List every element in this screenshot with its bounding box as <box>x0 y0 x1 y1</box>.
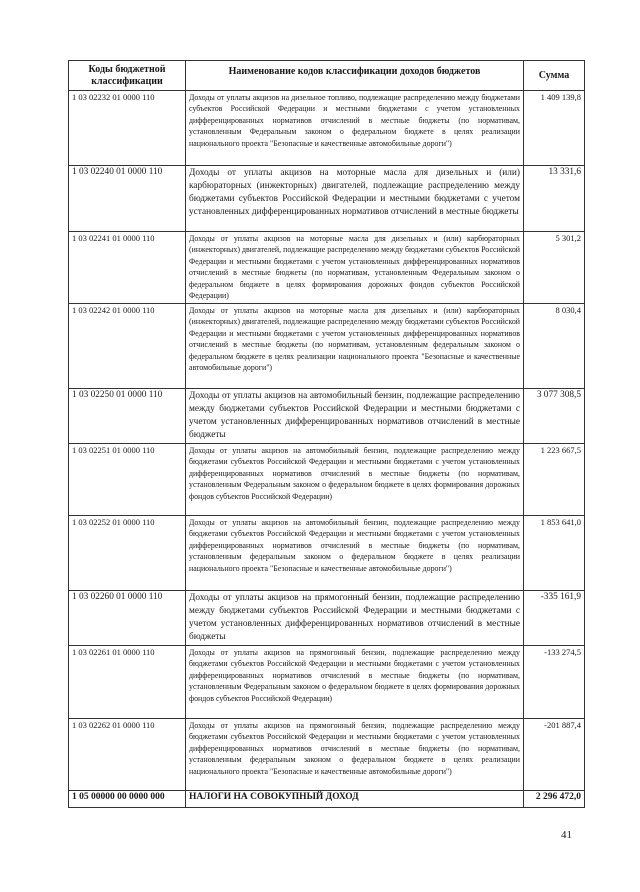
row-code: 1 03 02240 01 0000 110 <box>69 166 186 232</box>
row-amount: -133 274,5 <box>524 646 585 719</box>
row-name: Доходы от уплаты акцизов на прямогонный бензин, подлежащие распределению между бюджетами субъектов Российской Федерации и местными бюджетами с учетом установленных дифференцированных нормативов отчислений в местные бюджеты <box>186 591 524 646</box>
row-amount: 3 077 308,5 <box>524 389 585 444</box>
row-name: Доходы от уплаты акцизов на прямогонный бензин, подлежащие распределению между бюджетами субъектов Российской Федерации и местными бюджетами с учетом установленных дифференцированных нормативов отчислений в местные бюджеты (по нормативам, установленным федеральным законом о федеральном бюджете в целях реализации национального проекта "Безопасные и качественные автомобильные дороги") <box>186 719 524 791</box>
table-row <box>69 646 585 719</box>
table-row <box>69 166 585 232</box>
header-name: Наименование кодов классификации доходов бюджетов <box>186 61 524 91</box>
total-code: 1 05 00000 00 0000 000 <box>69 791 186 808</box>
row-code: 1 03 02242 01 0000 110 <box>69 304 186 389</box>
row-name: Доходы от уплаты акцизов на автомобильный бензин, подлежащие распределению между бюджетами субъектов Российской Федерации и местными бюджетами с учетом установленных дифференцированных нормативов отчислений в местные бюджеты (по нормативам, установленным федеральным законом о федеральном бюджете в целях реализации национального проекта "Безопасные и качественные автомобильные дороги") <box>186 516 524 591</box>
row-amount: -335 161,9 <box>524 591 585 646</box>
row-code: 1 03 02252 01 0000 110 <box>69 516 186 591</box>
table-row <box>69 389 585 444</box>
row-name: Доходы от уплаты акцизов на прямогонный бензин, подлежащие распределению между бюджетами субъектов Российской Федерации и местными бюджетами с учетом установленных дифференцированных нормативов отчислений в местные бюджеты (по нормативам, установленным Федеральным законом о федеральном бюджете в целях формирования дорожных фондов субъектов Российской Федерации) <box>186 646 524 719</box>
header-codes: Коды бюджетной классификации <box>69 61 186 91</box>
row-name: Доходы от уплаты акцизов на автомобильный бензин, подлежащие распределению между бюджетами субъектов Российской Федерации и местными бюджетами с учетом установленных дифференцированных нормативов отчислений в местные бюджеты <box>186 389 524 444</box>
row-code: 1 03 02260 01 0000 110 <box>69 591 186 646</box>
page-number: 41 <box>561 829 572 841</box>
table-row <box>69 516 585 591</box>
total-name: НАЛОГИ НА СОВОКУПНЫЙ ДОХОД <box>186 791 524 808</box>
header-amount: Сумма <box>524 61 585 91</box>
total-amount: 2 296 472,0 <box>524 791 585 808</box>
row-code: 1 03 02261 01 0000 110 <box>69 646 186 719</box>
table-row <box>69 91 585 166</box>
table-row <box>69 444 585 516</box>
row-code: 1 03 02241 01 0000 110 <box>69 232 186 304</box>
row-code: 1 03 02250 01 0000 110 <box>69 389 186 444</box>
row-amount: 1 223 667,5 <box>524 444 585 516</box>
row-amount: 1 853 641,0 <box>524 516 585 591</box>
row-name: Доходы от уплаты акцизов на моторные масла для дизельных и (или) карбюраторных (инжекторных) двигателей, подлежащие распределению между бюджетами субъектов Российской Федерации и местными бюджетами с учетом установленных дифференцированных нормативов отчислений в местные бюджеты (по нормативам, установленным федеральным законом о федеральном бюджете в целях реализации национального проекта "Безопасные и качественные автомобильные дороги") <box>186 304 524 389</box>
table-row <box>69 719 585 791</box>
row-amount: -201 887,4 <box>524 719 585 791</box>
row-code: 1 03 02232 01 0000 110 <box>69 91 186 166</box>
table-header-row <box>69 61 585 91</box>
table-row <box>69 232 585 304</box>
row-name: Доходы от уплаты акцизов на автомобильный бензин, подлежащие распределению между бюджетами субъектов Российской Федерации и местными бюджетами с учетом установленных дифференцированных нормативов отчислений в местные бюджеты (по нормативам, установленным Федеральным законом о федеральном бюджете в целях формирования дорожных фондов субъектов Российской Федерации) <box>186 444 524 516</box>
table-row <box>69 304 585 389</box>
row-amount: 5 301,2 <box>524 232 585 304</box>
table-row <box>69 591 585 646</box>
row-name: Доходы от уплаты акцизов на моторные масла для дизельных и (или) карбюраторных (инжекторных) двигателей, подлежащие распределению между бюджетами субъектов Российской Федерации и местными бюджетами с учетом установленных дифференцированных нормативов отчислений в местные бюджеты <box>186 166 524 232</box>
total-row <box>69 791 585 808</box>
row-name: Доходы от уплаты акцизов на дизельное топливо, подлежащие распределению между бюджетами субъектов Российской Федерации и местными бюджетами с учетом установленных дифференцированных нормативов отчислений в местные бюджеты (по нормативам, установленным Федеральным законом о федеральном бюджете в целях реализации национального проекта "Безопасные и качественные автомобильные дороги") <box>186 91 524 166</box>
row-amount: 8 030,4 <box>524 304 585 389</box>
row-amount: 1 409 139,8 <box>524 91 585 166</box>
row-name: Доходы от уплаты акцизов на моторные масла для дизельных и (или) карбюраторных (инжекторных) двигателей, подлежащие распределению между бюджетами субъектов Российской Федерации и местными бюджетами с учетом установленных дифференцированных нормативов отчислений в местные бюджеты (по нормативам, установленным Федеральным законом о федеральном бюджете в целях формирования дорожных фондов субъектов Российской Федерации) <box>186 232 524 304</box>
row-code: 1 03 02262 01 0000 110 <box>69 719 186 791</box>
row-code: 1 03 02251 01 0000 110 <box>69 444 186 516</box>
budget-revenue-table <box>68 60 585 808</box>
row-amount: 13 331,6 <box>524 166 585 232</box>
